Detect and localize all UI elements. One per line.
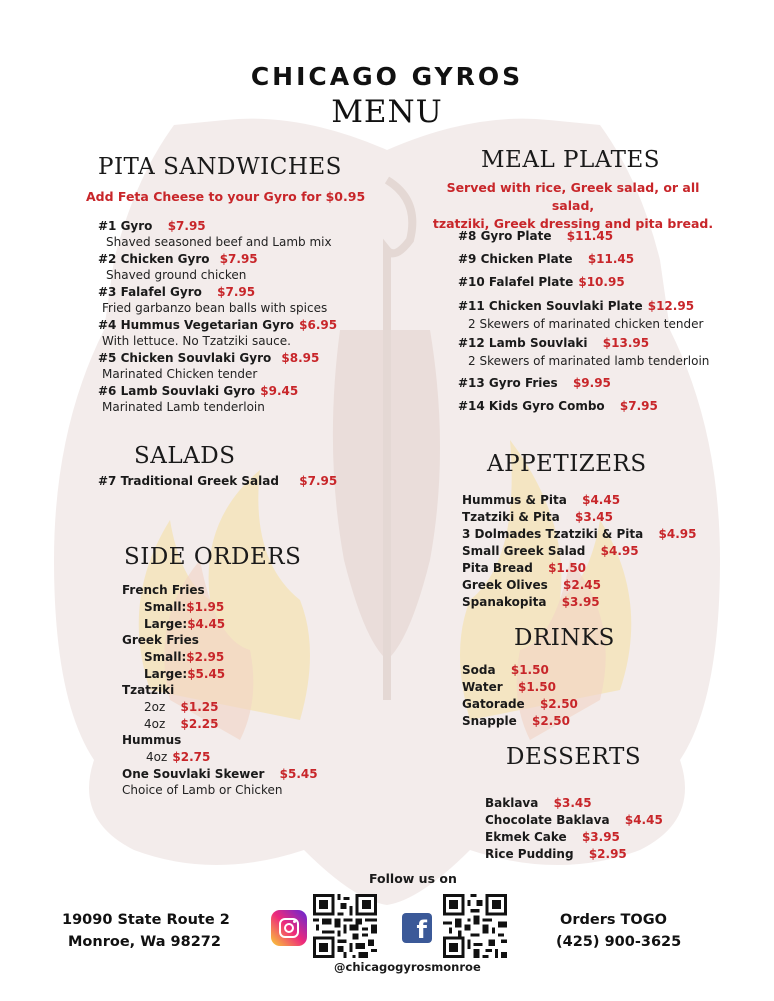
menu-item-desc: Marinated Chicken tender [102,367,258,381]
menu-item-price: $5.45 [279,767,318,781]
size-label: Large: [144,617,188,631]
menu-item-price: $3.95 [581,830,620,844]
menu-item-price: $10.95 [578,275,625,289]
menu-item-price: $9.45 [260,384,299,398]
menu-item-price: $3.45 [575,510,613,524]
menu-item-price: $12.95 [647,299,695,313]
qr-code-facebook[interactable] [443,894,507,958]
menu-item-name: #6 Lamb Souvlaki Gyro [98,384,256,398]
menu-item-price: $3.95 [561,595,600,609]
size-label: 4oz [144,717,166,731]
desserts-heading: DESSERTS [506,744,642,770]
menu-item-name: Baklava [485,796,539,810]
menu-item-price: $2.50 [539,697,578,711]
size-label: 4oz [146,750,168,764]
menu-item-desc: Marinated Lamb tenderloin [102,400,265,414]
menu-item-price: $6.95 [299,318,338,332]
menu-item-price: $1.50 [510,663,549,677]
side-orders-heading: SIDE ORDERS [124,544,302,570]
menu-item-price: $7.95 [217,285,256,299]
menu-item-price: $13.95 [602,336,650,350]
menu-item-price: $7.95 [299,474,338,488]
menu-item-name: Hummus [122,733,182,747]
menu-item-name: Tzatziki [122,683,175,697]
menu-item-name: #5 Chicken Souvlaki Gyro [98,351,272,365]
size-label: Large: [144,667,188,681]
size-label: Small: [144,650,187,664]
note-line: tzatziki, Greek dressing and pita bread. [432,216,714,231]
menu-item-desc: Shaved seasoned beef and Lamb mix [106,235,332,249]
menu-item-price: $8.95 [281,351,320,365]
facebook-icon[interactable]: f [402,913,432,943]
menu-item-price: $4.95 [600,544,639,558]
phone-number: (425) 900-3625 [556,934,682,950]
address-line: 19090 State Route 2 [62,912,230,928]
menu-item-price: $2.95 [588,847,627,861]
address-line: Monroe, Wa 98272 [68,934,221,950]
menu-item-name: #9 Chicken Plate [458,252,573,266]
menu-item-name: Rice Pudding [485,847,574,861]
menu-item-price: $2.50 [531,714,570,728]
size-label: 2oz [144,700,166,714]
menu-item-price: $11.45 [566,229,614,243]
menu-item-name: Chocolate Baklava [485,813,610,827]
menu-item-price: $2.25 [180,717,219,731]
size-label: Small: [144,600,187,614]
menu-item-name: #4 Hummus Vegetarian Gyro [98,318,295,332]
menu-item-desc: Shaved ground chicken [106,268,247,282]
dessert-items [485,794,663,862]
menu-item-name: Tzatziki & Pita [462,510,560,524]
menu-item-name: Gatorade [462,697,525,711]
menu-item-name: Spanakopita [462,595,547,609]
menu-title: MENU [331,94,443,130]
drinks-heading: DRINKS [514,625,615,651]
menu-item-price: $2.45 [563,578,601,592]
menu-item-name: #2 Chicken Gyro [98,252,210,266]
menu-item-name: #3 Falafel Gyro [98,285,202,299]
menu-item-price: $2.95 [186,650,225,664]
qr-code-instagram[interactable] [313,894,377,958]
menu-item-name: Water [462,680,503,694]
menu-item-price: $4.45 [582,493,621,507]
menu-item-name: Hummus & Pita [462,493,567,507]
note-line: Served with rice, Greek salad, or all salad, [446,180,700,213]
instagram-icon[interactable] [271,910,307,946]
menu-item-name: #11 Chicken Souvlaki Plate [458,299,643,313]
menu-item-name: One Souvlaki Skewer [122,767,265,781]
menu-item-name: 3 Dolmades Tzatziki & Pita [462,527,644,541]
menu-item-name: Pita Bread [462,561,533,575]
menu-item-price: $4.45 [187,617,226,631]
menu-item-name: Small Greek Salad [462,544,586,558]
menu-item-price: $7.95 [619,399,658,413]
menu-item-desc: 2 Skewers of marinated lamb tenderloin [468,354,710,368]
plate-items [458,224,709,417]
menu-item-price: $3.45 [553,796,592,810]
follow-us-label: Follow us on [369,871,457,886]
social-handle: @chicagogyrosmonroe [334,960,481,974]
menu-item-desc: 2 Skewers of marinated chicken tender [468,317,704,331]
menu-item-price: $9.95 [572,376,611,390]
menu-item-name: #1 Gyro [98,219,153,233]
menu-item-price: $4.95 [658,527,697,541]
pita-sandwiches-heading: PITA SANDWICHES [98,154,342,180]
menu-item-name: #8 Gyro Plate [458,229,552,243]
menu-item-desc: Choice of Lamb or Chicken [122,783,283,797]
menu-item-name: Ekmek Cake [485,830,567,844]
orders-togo-label: Orders TOGO [560,912,667,928]
menu-item-name: #14 Kids Gyro Combo [458,399,605,413]
menu-item-price: $2.75 [172,750,211,764]
menu-item-desc: With lettuce. No Tzatziki sauce. [102,334,291,348]
feta-note: Add Feta Cheese to your Gyro for $0.95 [86,189,366,204]
drink-items [462,661,578,729]
menu-item-name: Greek Olives [462,578,548,592]
salad-item [98,472,337,489]
menu-item-name: Snapple [462,714,517,728]
address-block [62,909,230,953]
menu-item-price: $11.45 [587,252,635,266]
menu-item-name: #13 Gyro Fries [458,376,558,390]
menu-item-name: Soda [462,663,496,677]
menu-item-price: $7.95 [219,252,258,266]
menu-item-price: $1.50 [517,680,556,694]
restaurant-name: CHICAGO GYROS [250,62,524,91]
appetizers-heading: APPETIZERS [487,451,647,477]
menu-item-name: #10 Falafel Plate [458,275,574,289]
menu-item-price: $5.45 [187,667,226,681]
orders-block [556,909,682,953]
side-items [122,582,318,798]
appetizer-items [462,491,697,610]
menu-item-price: $1.50 [548,561,587,575]
menu-item-price: $4.45 [624,813,663,827]
menu-item-desc: Fried garbanzo bean balls with spices [102,301,328,315]
menu-item-price: $7.95 [167,219,206,233]
salads-heading: SALADS [134,443,236,469]
menu-item-price: $1.25 [180,700,219,714]
pita-items [98,217,337,415]
menu-item-name: Greek Fries [122,633,199,647]
menu-item-name: #7 Traditional Greek Salad [98,474,279,488]
menu-item-name: #12 Lamb Souvlaki [458,336,588,350]
menu-item-price: $1.95 [186,600,225,614]
menu-item-name: French Fries [122,583,205,597]
meal-plates-heading: MEAL PLATES [481,147,661,173]
